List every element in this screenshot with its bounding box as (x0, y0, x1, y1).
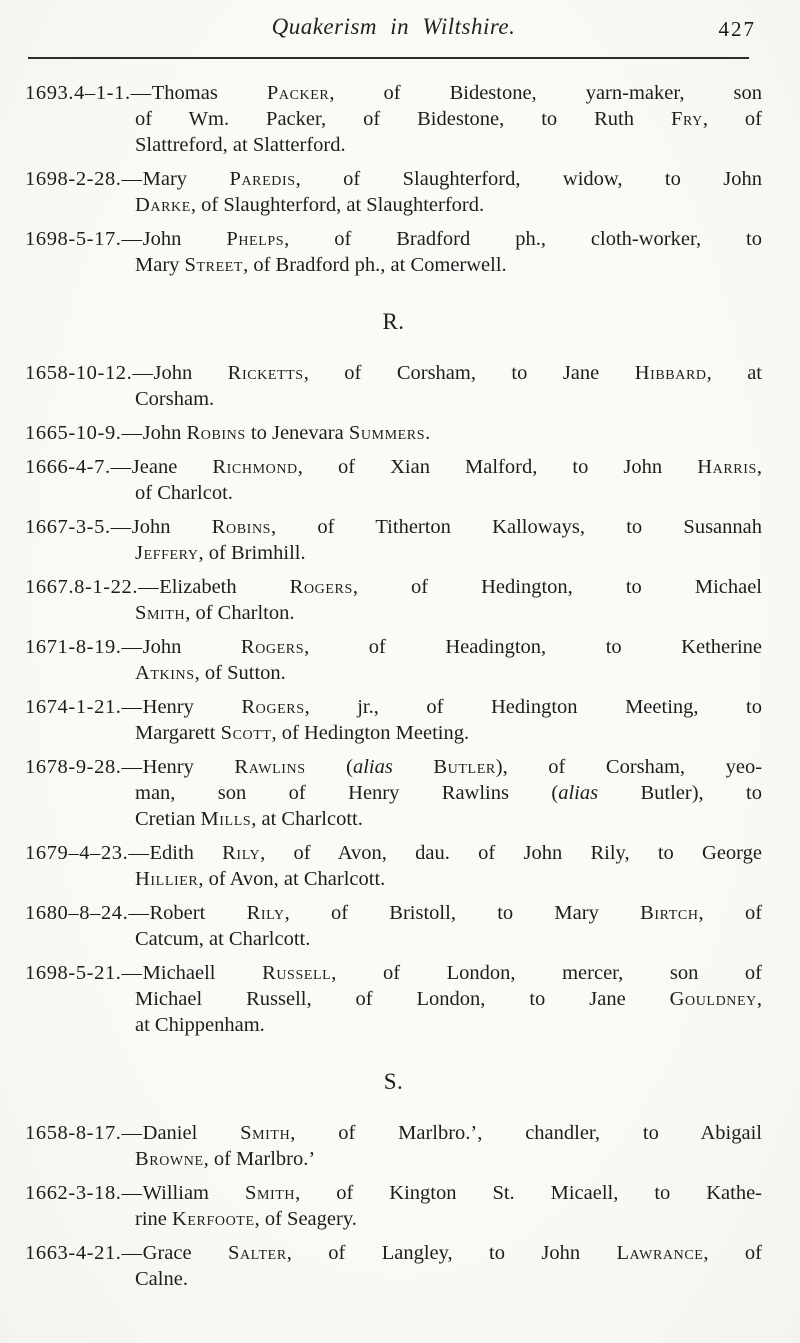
entry-date: 1678-9-28.— (25, 756, 143, 778)
surname-smallcaps: Hibbard (634, 362, 707, 384)
text-segment: John (142, 636, 241, 658)
text-segment: Henry (142, 696, 242, 718)
text-segment: John (153, 362, 228, 384)
text-segment: John (142, 228, 227, 250)
entry-line (25, 1266, 762, 1292)
surname-smallcaps: Robins (211, 516, 272, 538)
entry-line (25, 1240, 762, 1266)
entry-line (25, 694, 762, 720)
text-segment: , of Langley, to John (286, 1242, 617, 1264)
record-entry (25, 226, 762, 278)
text-segment: Cretian (135, 808, 201, 830)
text-segment: , (756, 988, 762, 1010)
entry-date: 1667-3-5.— (25, 516, 132, 538)
entry-date: 1679–4–23.— (25, 842, 150, 864)
surname-smallcaps: Street (184, 254, 244, 276)
marriage-records-list (25, 80, 762, 1292)
surname-smallcaps: Rogers (240, 636, 305, 658)
entry-date: 1680–8–24.— (25, 902, 150, 924)
text-segment: , of Slaughterford, at Slaughterford. (190, 194, 485, 216)
entry-line (25, 1120, 762, 1146)
entry-line (25, 386, 762, 412)
record-entry (25, 420, 762, 446)
surname-smallcaps: Rily (246, 902, 285, 924)
text-segment: ( (305, 756, 353, 778)
entry-date: 1667.8-1-22.— (25, 576, 160, 598)
text-segment: ), of Corsham, yeo- (495, 756, 763, 778)
entry-line (25, 192, 762, 218)
entry-line (25, 514, 762, 540)
text-segment: at Chippenham. (135, 1014, 265, 1036)
text-segment: , of Xian Malford, to John (297, 456, 698, 478)
text-segment: Corsham. (135, 388, 215, 410)
surname-smallcaps: Russell (262, 962, 332, 984)
text-segment: , of Kington St. Micaell, to Kathe- (295, 1182, 763, 1204)
entry-date: 1698-2-28.— (25, 168, 143, 190)
section-heading: R. (382, 309, 405, 334)
surname-smallcaps: Rogers (289, 576, 353, 598)
text-segment: , of Corsham, to Jane (303, 362, 635, 384)
text-segment: Catcum, at Charlcott. (135, 928, 311, 950)
record-entry (25, 166, 762, 218)
surname-smallcaps: Paredis (229, 168, 296, 190)
record-entry (25, 1240, 762, 1292)
surname-smallcaps: Scott (220, 722, 272, 744)
text-segment: , of Avon, at Charlcott. (198, 868, 386, 890)
text-segment: man, son of Henry Rawlins ( (135, 782, 559, 804)
text-segment: Grace (142, 1242, 228, 1264)
surname-smallcaps: Robins (186, 422, 246, 444)
text-segment: , of Bristoll, to Mary (284, 902, 641, 924)
entry-date: 1665-10-9.— (25, 422, 143, 444)
italic-segment: alias (558, 782, 599, 804)
text-segment: Jeane (131, 456, 213, 478)
record-entry (25, 840, 762, 892)
section-heading: S. (383, 1069, 404, 1094)
record-entry (25, 754, 762, 832)
record-entry (25, 634, 762, 686)
text-segment: , of Marlbro.’, chandler, to Abigail (290, 1122, 762, 1144)
entry-date: 1698-5-21.— (25, 962, 143, 984)
text-segment: of Wm. Packer, of Bidestone, to Ruth (135, 108, 671, 130)
entry-line (25, 420, 762, 446)
text-segment: Slattreford, at Slatterford. (135, 134, 346, 156)
text-segment: , of Seagery. (254, 1208, 357, 1230)
text-segment: , (756, 456, 762, 478)
entry-line (25, 574, 762, 600)
record-entry (25, 694, 762, 746)
entry-line (25, 754, 762, 780)
entry-line (25, 166, 762, 192)
entry-line (25, 226, 762, 252)
running-title: Quakerism in Wiltshire. (271, 14, 516, 39)
text-segment: , at (706, 362, 762, 384)
text-segment: , of Titherton Kalloways, to Susannah (271, 516, 763, 538)
text-segment: Henry (142, 756, 235, 778)
text-segment: Michael Russell, of London, to Jane (135, 988, 670, 1010)
text-segment: Margarett (135, 722, 221, 744)
entry-date: 1698-5-17.— (25, 228, 143, 250)
text-segment: , of London, mercer, son of (331, 962, 762, 984)
record-entry (25, 900, 762, 952)
text-segment: Robert (149, 902, 247, 924)
text-segment: Calne. (135, 1268, 188, 1290)
record-entry (25, 1180, 762, 1232)
text-segment: , of Avon, dau. of John Rily, to George (260, 842, 762, 864)
entry-line (25, 866, 762, 892)
surname-smallcaps: Darke (135, 194, 191, 216)
entry-line (25, 252, 762, 278)
record-entry (25, 360, 762, 412)
entry-line (25, 900, 762, 926)
surname-smallcaps: Rily (222, 842, 261, 864)
text-segment: Elizabeth (159, 576, 290, 598)
entry-line (25, 454, 762, 480)
entry-line (25, 960, 762, 986)
page-number: 427 (718, 17, 756, 41)
text-segment: Mary (135, 254, 185, 276)
surname-smallcaps: Ricketts (227, 362, 304, 384)
surname-smallcaps: Salter (227, 1242, 287, 1264)
surname-smallcaps: Mills (200, 808, 252, 830)
entry-line (25, 840, 762, 866)
surname-smallcaps: Birtch (640, 902, 699, 924)
surname-smallcaps: Kerfoote (172, 1208, 255, 1230)
entry-date: 1658-10-12.— (25, 362, 154, 384)
entry-date: 1658-8-17.— (25, 1122, 143, 1144)
text-segment (393, 756, 434, 778)
surname-smallcaps: Smith (135, 602, 186, 624)
surname-smallcaps: Richmond (212, 456, 298, 478)
text-segment: John (142, 422, 187, 444)
text-segment: , of Bidestone, yarn-maker, son (329, 82, 762, 104)
surname-smallcaps: Rawlins (234, 756, 306, 778)
page-header (25, 14, 762, 50)
text-segment: of Charlcot. (135, 482, 233, 504)
text-segment: , of Marlbro.’ (203, 1148, 316, 1170)
entry-date: 1666-4-7.— (25, 456, 132, 478)
header-rule (28, 57, 749, 59)
entry-date: 1674-1-21.— (25, 696, 143, 718)
entry-line (25, 1146, 762, 1172)
text-segment: , of Headington, to Ketherine (304, 636, 763, 658)
record-entry (25, 1120, 762, 1172)
text-segment: rine (135, 1208, 172, 1230)
text-segment: , of Sutton. (194, 662, 286, 684)
text-segment: , of Bradford ph., at Comerwell. (243, 254, 507, 276)
text-segment: Butler), to (598, 782, 763, 804)
entry-date: 1693.4–1-1.— (25, 82, 152, 104)
surname-smallcaps: Rogers (241, 696, 305, 718)
text-segment: Mary (142, 168, 230, 190)
entry-line (25, 780, 762, 806)
text-segment: John (131, 516, 212, 538)
entry-line (25, 1180, 762, 1206)
record-entry (25, 454, 762, 506)
text-segment: Daniel (142, 1122, 241, 1144)
text-segment: , at Charlcott. (251, 808, 363, 830)
surname-smallcaps: Browne (135, 1148, 204, 1170)
entry-line (25, 80, 762, 106)
surname-smallcaps: Atkins (135, 662, 195, 684)
entry-line (25, 600, 762, 626)
text-segment: Edith (149, 842, 223, 864)
record-entry (25, 960, 762, 1038)
surname-smallcaps: Jeffery (135, 542, 199, 564)
record-entry (25, 574, 762, 626)
text-segment: , of (698, 902, 763, 924)
text-segment: Thomas (151, 82, 267, 104)
record-entry (25, 80, 762, 158)
entry-line (25, 660, 762, 686)
record-entry (25, 514, 762, 566)
entry-line (25, 540, 762, 566)
surname-smallcaps: Packer (266, 82, 330, 104)
surname-smallcaps: Butler (433, 756, 496, 778)
text-segment: , of Slaughterford, widow, to John (295, 168, 762, 190)
entry-date: 1663-4-21.— (25, 1242, 143, 1264)
text-segment: , of (702, 108, 762, 130)
entry-line (25, 106, 762, 132)
entry-date: 1662-3-18.— (25, 1182, 143, 1204)
entry-line (25, 360, 762, 386)
surname-smallcaps: Fry (670, 108, 703, 130)
surname-smallcaps: Phelps (226, 228, 285, 250)
surname-smallcaps: Lawrance (616, 1242, 704, 1264)
entry-line (25, 1012, 762, 1038)
text-segment: , of Hedington Meeting. (271, 722, 470, 744)
entry-line (25, 132, 762, 158)
text-segment: , of Brimhill. (198, 542, 306, 564)
surname-smallcaps: Summers (348, 422, 426, 444)
surname-smallcaps: Gouldney (669, 988, 757, 1010)
surname-smallcaps: Smith (240, 1122, 291, 1144)
text-segment: William (142, 1182, 245, 1204)
entry-line (25, 986, 762, 1012)
text-segment: , of Hedington, to Michael (352, 576, 763, 598)
entry-line (25, 1206, 762, 1232)
text-segment: . (425, 422, 431, 444)
text-segment: to Jenevara (245, 422, 349, 444)
surname-smallcaps: Hillier (135, 868, 199, 890)
entry-line (25, 634, 762, 660)
entry-line (25, 480, 762, 506)
entry-line (25, 926, 762, 952)
text-segment: Michaell (142, 962, 263, 984)
text-segment: , of Bradford ph., cloth-worker, to (284, 228, 762, 250)
entry-line (25, 720, 762, 746)
entry-date: 1671-8-19.— (25, 636, 143, 658)
text-segment: , of (703, 1242, 762, 1264)
surname-smallcaps: Smith (244, 1182, 296, 1204)
entry-line (25, 806, 762, 832)
surname-smallcaps: Harris (697, 456, 757, 478)
italic-segment: alias (352, 756, 393, 778)
text-segment: , of Charlton. (185, 602, 295, 624)
text-segment: , jr., of Hedington Meeting, to (304, 696, 762, 718)
